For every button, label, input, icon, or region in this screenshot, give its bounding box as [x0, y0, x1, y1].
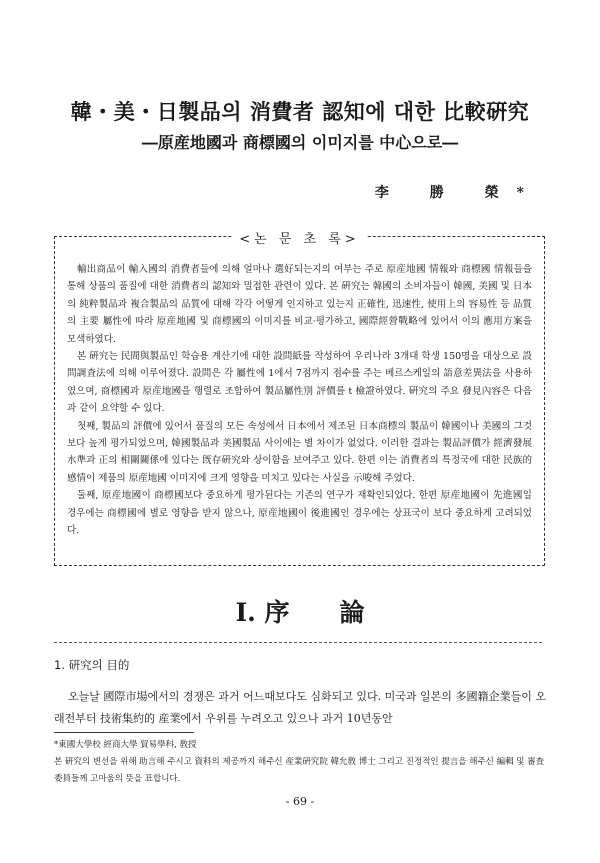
abstract-paragraph: 첫째, 製品의 評價에 있어서 품질의 모든 속성에서 日本에서 제조된 日本商標의 製品이 韓國이나 美國의 그것보다 높게 평가되었으며, 韓國製品과 美國製品 사이에는 별 차이가 없었다. 이러한 결과는 製品評價가 經濟發展 水準과 正의 相關關係에 있다는 旣存硏究와 상이함을 보여주고 있다. 한편 이는 消費者의 특정국에 대한 民族的 感情이 제품의 原産地國 이미지에 크게 영향을 미치고 있다는 사실을 示唆해 주었다. [67, 420, 532, 484]
paper-subtitle: ―原産地國과 商標國의 이미지를 中心으로― [141, 133, 459, 152]
subsection-title: 1. 硏究의 目的 [54, 658, 130, 672]
footnote-affiliation: *東國大學校 經商大學 貿易學科, 敎授 [54, 740, 197, 750]
abstract-heading [55, 228, 544, 247]
footnotes [54, 737, 546, 788]
abstract-paragraph: 둘째, 原産地國이 商標國보다 중요하게 평가된다는 기존의 연구가 재확인되었다. 한편 原産地國이 先進國일 경우에는 商標國에 별로 영향을 받지 않으나, 原産地國이 後進國인 경우에는 상표국이 보다 중요하게 고려되었다. [67, 490, 532, 537]
abstract-box [54, 232, 545, 566]
section-divider [54, 642, 542, 643]
body-text [54, 686, 546, 730]
footnote-divider [54, 732, 194, 733]
abstract-paragraph: 본 硏究는 民間與製品인 학습용 계산기에 대한 設問紙를 작성하여 우리나라 3개대 학생 150명을 대상으로 設問調査法에 의해 이루어졌다. 設問은 각 屬性에 1에서 7점까지 점수를 주는 베르스케일의 語意差異法을 사용하였으며, 商標國과 原産地國을 행렬로 조합하여 製品屬性別 評價를 t 檢證하였다. 硏究의 주요 發見內容은 다음과 같이 요약할 수 있다. [67, 351, 532, 415]
abstract-paragraph: 輸出商品이 輸入國의 消費者들에 의해 얼마나 選好되는지의 여부는 주로 原産地國 情報와 商標國 情報들을 통해 상품의 품질에 대한 消費者의 認知와 밀접한 관련이 있다. 본 硏究는 韓國의 소비자들이 韓國, 美國 및 日本의 純粹製品과 複合製品의 品質에 대해 각각 어떻게 인지하고 있는지 正確性, 迅速性, 使用上의 容易性 등 品質의 主要 屬性에 따라 原産地國 및 商標國의 이미지를 비교·평가하고, 國際經營戰略에 있어서 이의 應用方案을 모색하였다. [67, 264, 532, 345]
section-title: Ⅰ. 序 論 [235, 598, 365, 627]
page-number: - 69 - [285, 795, 315, 808]
abstract-heading-label: <논 문 초 록> [233, 232, 365, 247]
abstract-body [67, 261, 532, 540]
footnote-acknowledgement: 본 硏究의 변선을 위해 助言해 주시고 資料의 제공까지 해주신 産業硏究院 韓允敎 博士 그리고 진정적인 提言을 해주신 編輯 및 審査委員들께 고마움의 뜻을 표합니다. [54, 757, 545, 784]
author-name: 李 勝 榮* [374, 185, 542, 201]
body-paragraph: 오늘날 國際市場에서의 경쟁은 과거 어느때보다도 심화되고 있다. 미국과 일본의 多國籍企業들이 오래전부터 技術集約的 産業에서 우위를 누려오고 있으나 과거 10년동안 [54, 690, 546, 725]
paper-title: 韓・美・日製品의 消費者 認知에 대한 比較硏究 [70, 99, 530, 124]
